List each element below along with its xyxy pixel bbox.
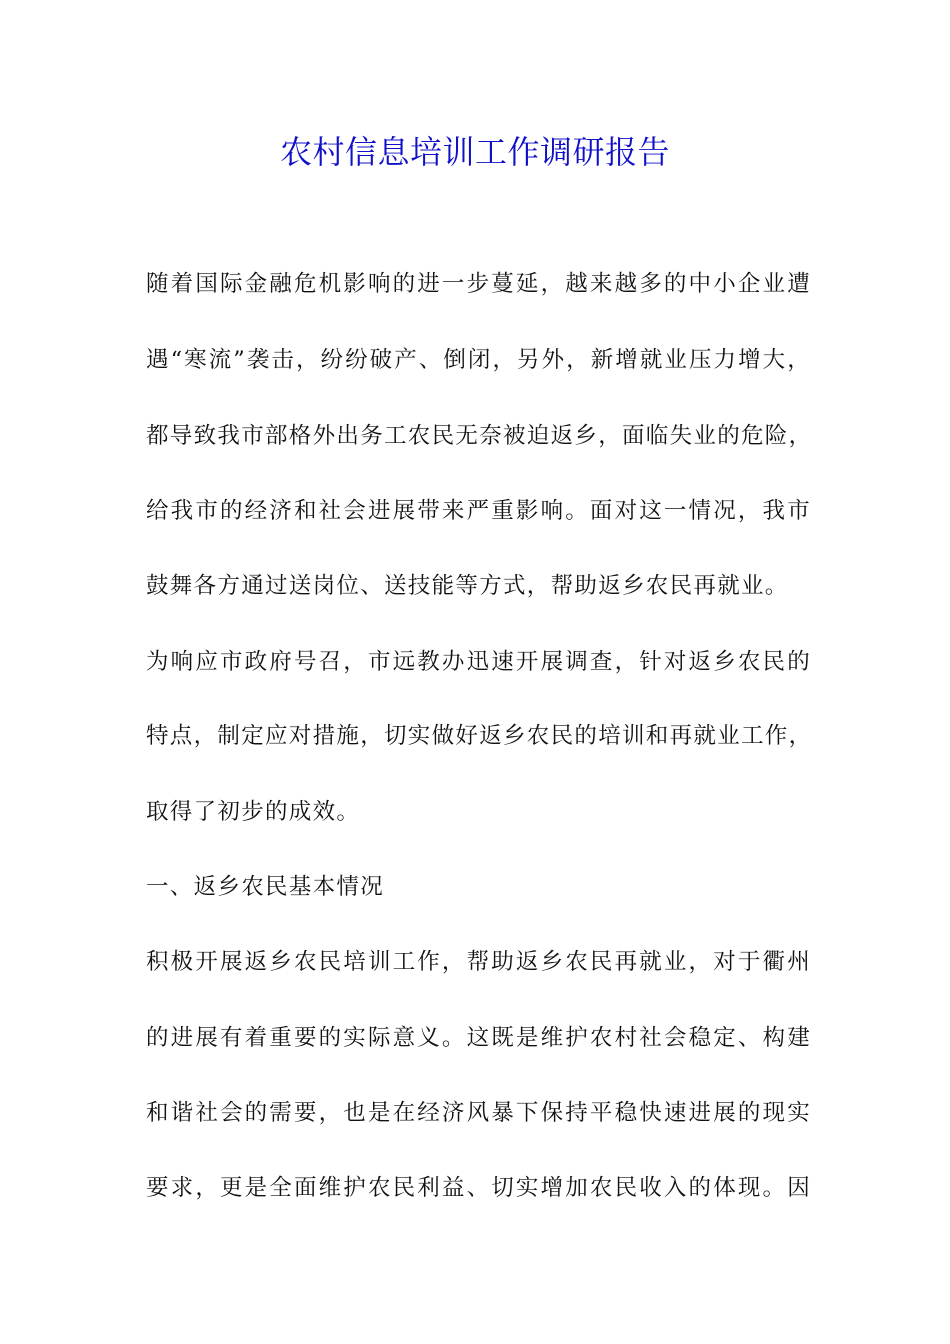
body-line-2: 遇“寒流”袭击，纷纷破产、倒闭，另外，新增就业压力增大， bbox=[146, 347, 811, 373]
body-line-8: 取得了初步的成效。 bbox=[146, 799, 361, 825]
section-heading-1: 一、返乡农民基本情况 bbox=[146, 874, 385, 900]
body-line-6: 为响应市政府号召，市远教办迅速开展调查，针对返乡农民的 bbox=[146, 649, 811, 675]
body-line-9: 积极开展返乡农民培训工作，帮助返乡农民再就业，对于衢州 bbox=[146, 949, 811, 975]
body-line-10: 的进展有着重要的实际意义。这既是维护农村社会稳定、构建 bbox=[146, 1025, 811, 1051]
body-line-12: 要求，更是全面维护农民利益、切实增加农民收入的体现。因 bbox=[146, 1175, 811, 1201]
body-line-1: 随着国际金融危机影响的进一步蔓延，越来越多的中小企业遭 bbox=[146, 271, 811, 297]
document-title: 农村信息培训工作调研报告 bbox=[279, 133, 670, 171]
body-line-3: 都导致我市部格外出务工农民无奈被迫返乡，面临失业的危险， bbox=[146, 423, 813, 449]
body-line-11: 和谐社会的需要，也是在经济风暴下保持平稳快速进展的现实 bbox=[146, 1100, 811, 1126]
body-line-7: 特点，制定应对措施，切实做好返乡农民的培训和再就业工作， bbox=[146, 723, 813, 749]
body-line-4: 给我市的经济和社会进展带来严重影响。面对这一情况，我市 bbox=[146, 498, 811, 524]
body-line-5: 鼓舞各方通过送岗位、送技能等方式，帮助返乡农民再就业。 bbox=[146, 573, 789, 599]
